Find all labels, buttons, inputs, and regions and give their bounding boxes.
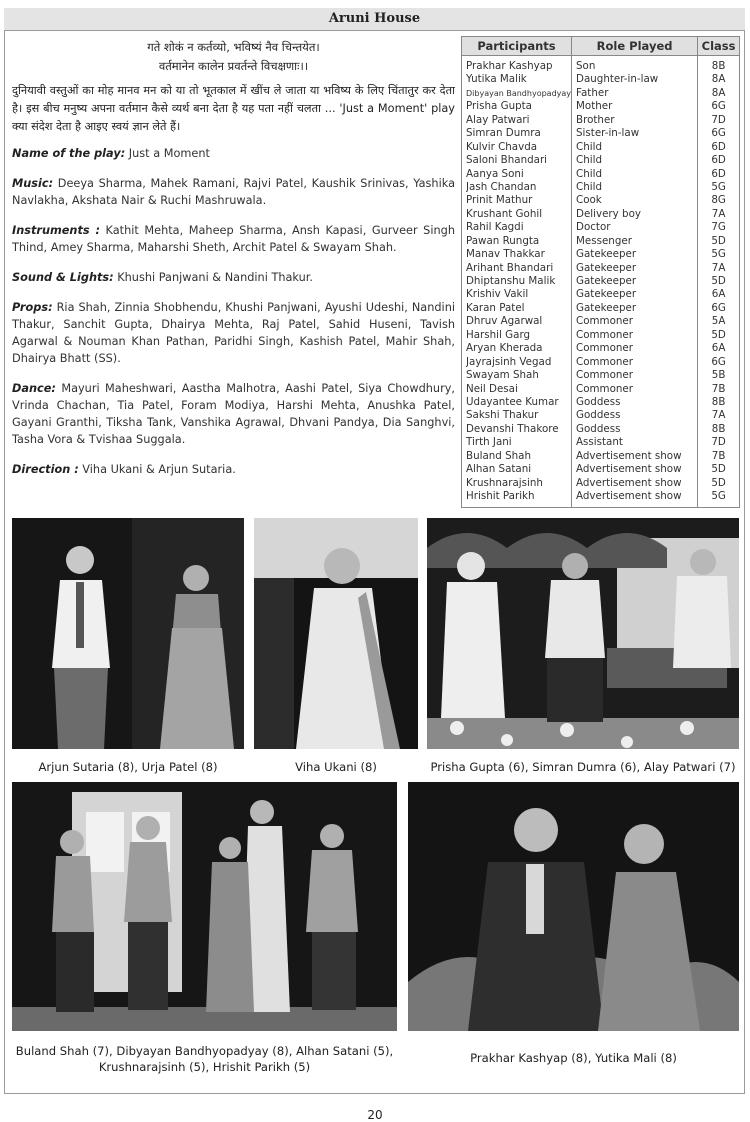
- role-name: Commoner: [576, 355, 633, 368]
- credit-label: Name of the play:: [12, 147, 126, 160]
- participant-name: Krishiv Vakil: [466, 288, 529, 301]
- participant-name: Rahil Kagdi: [466, 221, 524, 234]
- participant-name: Aanya Soni: [466, 167, 524, 180]
- class-value: 5D: [711, 476, 726, 489]
- class-value: 7B: [711, 449, 726, 462]
- class-value: 6D: [711, 167, 726, 180]
- participant-name: Arihant Bhandari: [466, 261, 554, 274]
- role-name: Gatekeeper: [576, 288, 637, 301]
- participant-name: Krushant Gohil: [466, 207, 543, 220]
- role-name: Commoner: [576, 342, 633, 355]
- class-value: 6G: [711, 100, 726, 113]
- photo-viha: [254, 518, 418, 749]
- participant-name: Simran Dumra: [466, 127, 541, 140]
- credit-value: Just a Moment: [125, 147, 210, 160]
- participant-name: Prisha Gupta: [466, 100, 532, 113]
- credits-list: [12, 145, 455, 478]
- role-name: Son: [576, 60, 596, 72]
- role-name: Sister-in-law: [576, 127, 640, 140]
- role-name: Child: [576, 154, 602, 167]
- class-value: 7B: [711, 382, 726, 395]
- class-value: 5B: [711, 369, 726, 382]
- role-name: Mother: [576, 100, 613, 113]
- role-name: Gatekeeper: [576, 301, 637, 314]
- credit-paragraph: [12, 269, 455, 286]
- class-value: 7G: [711, 221, 726, 234]
- intro-column: [12, 38, 455, 491]
- credit-label: Instruments :: [12, 224, 100, 237]
- role-name: Goddess: [576, 422, 621, 435]
- participant-name: Prinit Mathur: [466, 194, 533, 207]
- credit-label: Direction :: [12, 463, 79, 476]
- role-name: Daughter-in-law: [576, 73, 659, 86]
- class-value: 5D: [711, 275, 726, 287]
- participant-name: Dibyayan Bandhyopadyay: [466, 88, 572, 98]
- house-title: Aruni House: [4, 8, 745, 31]
- class-value: 6A: [711, 342, 726, 355]
- page-number: 20: [367, 1108, 383, 1122]
- credit-value: Mayuri Maheshwari, Aastha Malhotra, Aashi Patel, Siya Chowdhury, Vrinda Chachan, Tia Patel, Foram Modiya, Harshi Mehta, Anushka Patel, Gayani Granthi, Tiksha Tank, Vanshika Agrawal, Dhvani Pandya, Dia Sanghvi, Tasha Vora & Tvishaa Suggala.: [12, 382, 455, 446]
- participant-name: Harshil Garg: [466, 328, 531, 341]
- class-value: 8G: [711, 194, 726, 207]
- sanskrit-shloka: [12, 38, 455, 76]
- participant-name: Neil Desai: [466, 382, 518, 395]
- class-header: Class: [698, 37, 740, 56]
- participant-name: Devanshi Thakore: [466, 422, 559, 435]
- class-value: 8A: [711, 86, 726, 99]
- photo-arjun-urja: [12, 518, 244, 749]
- credit-label: Dance:: [12, 382, 56, 395]
- participant-name: Alhan Satani: [466, 463, 532, 476]
- credit-value: Deeya Sharma, Mahek Ramani, Rajvi Patel, Kaushik Srinivas, Yashika Navlakha, Akshata Nair & Ruchi Mashruwala.: [12, 177, 455, 207]
- role-name: Doctor: [576, 221, 611, 234]
- role-name: Advertisement show: [576, 490, 682, 502]
- class-value: 8B: [711, 395, 726, 408]
- role-name: Father: [576, 86, 609, 99]
- participant-name: Alay Patwari: [466, 113, 530, 126]
- credit-paragraph: [12, 299, 455, 367]
- class-value: 8B: [711, 60, 726, 72]
- role-name: Advertisement show: [576, 463, 682, 476]
- shloka-line-2: वर्तमानेन कालेन प्रवर्तन्ते विचक्षणाः।।: [158, 59, 309, 73]
- role-name: Advertisement show: [576, 449, 682, 462]
- class-value: 7A: [711, 409, 726, 422]
- role-name: Child: [576, 140, 602, 153]
- class-value: 5D: [711, 463, 726, 476]
- class-value: 7D: [711, 113, 726, 126]
- participant-name: Aryan Kherada: [466, 342, 543, 355]
- participant-name: Udayantee Kumar: [466, 395, 559, 408]
- credit-paragraph: [12, 222, 455, 256]
- role-name: Gatekeeper: [576, 275, 637, 287]
- class-value: 6G: [711, 127, 726, 140]
- credit-paragraph: [12, 461, 455, 478]
- participant-name: Saloni Bhandari: [466, 154, 548, 167]
- participant-name: Kulvir Chavda: [466, 140, 538, 153]
- class-value: 5G: [711, 248, 726, 261]
- roles-column: [572, 56, 698, 508]
- role-name: Goddess: [576, 409, 621, 422]
- participant-name: Buland Shah: [466, 449, 531, 462]
- participant-name: Karan Patel: [466, 301, 525, 314]
- credit-label: Sound & Lights:: [12, 271, 114, 284]
- class-value: 6G: [711, 355, 726, 368]
- role-name: Cook: [576, 194, 602, 207]
- role-name: Commoner: [576, 315, 633, 328]
- role-name: Assistant: [576, 436, 623, 449]
- role-name: Brother: [576, 113, 615, 126]
- class-value: 5A: [711, 315, 726, 328]
- class-value: 7D: [711, 436, 726, 449]
- role-name: Advertisement show: [576, 476, 682, 489]
- class-value: 6D: [711, 154, 726, 167]
- participant-name: Yutika Malik: [466, 73, 527, 86]
- class-value: 6A: [711, 288, 726, 301]
- role-header: Role Played: [572, 37, 698, 56]
- caption-photo-5: Prakhar Kashyap (8), Yutika Mali (8): [470, 1051, 677, 1065]
- participants-header: Participants: [462, 37, 572, 56]
- caption-photo-1: Arjun Sutaria (8), Urja Patel (8): [38, 760, 218, 774]
- role-name: Delivery boy: [576, 207, 641, 220]
- role-name: Gatekeeper: [576, 261, 637, 274]
- role-name: Gatekeeper: [576, 248, 637, 261]
- credit-paragraph: [12, 145, 455, 162]
- class-value: 7A: [711, 207, 726, 220]
- credit-paragraph: [12, 175, 455, 209]
- caption-photo-2: Viha Ukani (8): [295, 760, 377, 774]
- class-value: 5D: [711, 234, 726, 247]
- role-name: Child: [576, 167, 602, 180]
- participant-name: Dhiptanshu Malik: [466, 275, 556, 287]
- credit-value: Khushi Panjwani & Nandini Thakur.: [113, 271, 313, 284]
- participant-name: Dhruv Agarwal: [466, 315, 543, 328]
- class-value: 5D: [711, 328, 726, 341]
- class-value: 5G: [711, 180, 726, 193]
- participant-name: Hrishit Parikh: [466, 490, 535, 502]
- shloka-line-1: गते शोकं न कर्तव्यो, भविष्यं नैव चिन्तयेत।: [147, 40, 320, 54]
- class-column: [698, 56, 740, 508]
- participant-name: Jash Chandan: [466, 180, 537, 193]
- cast-table: [461, 36, 740, 508]
- credit-paragraph: [12, 380, 455, 448]
- credit-value: Viha Ukani & Arjun Sutaria.: [78, 463, 236, 476]
- class-value: 8A: [711, 73, 726, 86]
- participant-name: Tirth Jani: [466, 436, 512, 449]
- participant-name: Sakshi Thakur: [466, 409, 539, 422]
- role-name: Commoner: [576, 328, 633, 341]
- role-name: Commoner: [576, 369, 633, 382]
- role-name: Goddess: [576, 395, 621, 408]
- participant-name: Swayam Shah: [466, 369, 539, 382]
- class-value: 7A: [711, 261, 726, 274]
- credit-value: Kathit Mehta, Maheep Sharma, Ansh Kapasi, Gurveer Singh Thind, Amey Sharma, Maharshi Sheth, Archit Patel & Swayam Shah.: [12, 224, 455, 254]
- role-name: Child: [576, 180, 602, 193]
- hindi-introduction: दुनियावी वस्तुओं का मोह मानव मन को या तो भूतकाल में खींच ले जाता या भविष्य के लिए चिंतातुर कर देता है। इस बीच मनुष्य अपना वर्तमान कैसे व्यर्थ बना देता है यह पता नहीं चलता ... 'Just a Moment' play क्या संदेश देता है आइए स्वयं ज्ञान लेते हैं।: [12, 84, 455, 133]
- participant-name: Jayrajsinh Vegad: [466, 355, 552, 368]
- caption-photo-3: Prisha Gupta (6), Simran Dumra (6), Alay Patwari (7): [430, 760, 736, 774]
- participant-name: Pawan Rungta: [466, 234, 540, 247]
- role-name: Messenger: [576, 234, 632, 247]
- participant-name: Manav Thakkar: [466, 248, 545, 261]
- photo-advertisement-show: [12, 782, 397, 1031]
- credit-label: Music:: [12, 177, 54, 190]
- role-name: Commoner: [576, 382, 633, 395]
- caption-photo-4: Buland Shah (7), Dibyayan Bandhyopadyay (8), Alhan Satani (5), Krushnarajsinh (5), Hrishit Parikh (5): [15, 1044, 394, 1074]
- participant-name: Prakhar Kashyap: [466, 60, 553, 72]
- credit-value: Ria Shah, Zinnia Shobhendu, Khushi Panjwani, Ayushi Udeshi, Nandini Thakur, Sanchit Gupta, Dhairya Mehta, Raj Patel, Sahid Huseni, Tavish Agarwal & Nouman Khan Pathan, Paridhi Singh, Kashish Patel, Mahir Shah, Dhairya Bhatt (SS).: [12, 301, 455, 365]
- participants-column: [462, 56, 572, 508]
- class-value: 6G: [711, 301, 726, 314]
- class-value: 5G: [711, 490, 726, 502]
- photo-prisha-simran-alay: [427, 518, 739, 749]
- credit-label: Props:: [12, 301, 53, 314]
- class-value: 6D: [711, 140, 726, 153]
- class-value: 8B: [711, 422, 726, 435]
- participant-name: Krushnarajsinh: [466, 476, 543, 489]
- photo-prakhar-yutika: [408, 782, 739, 1031]
